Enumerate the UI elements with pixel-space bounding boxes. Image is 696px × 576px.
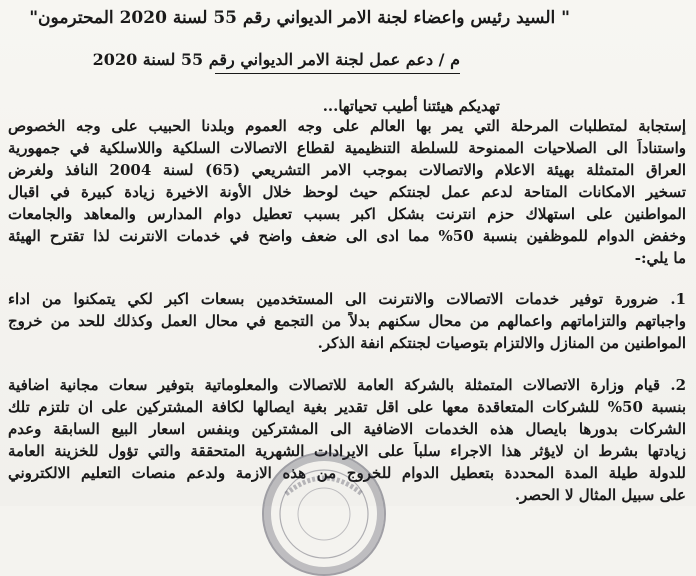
paragraph-line: إستجابة لمتطلبات المرحلة التي يمر بها العالم على وجه العموم وبلدنا الحبيب على وجه الخصوص	[8, 117, 686, 135]
paragraph-line: 1. ضرورة توفير خدمات الاتصالات والانترنت الى المستخدمين بسعات اكبر لكي يتمكنوا من اداء	[8, 290, 686, 308]
paragraph-line: زيادتها بشرط ان لايؤثر هذا الاجراء سلباً على الايرادات الشهرية المتحققة والتي تؤول للخزينة العامة	[8, 442, 686, 460]
paragraph-line: واجباتهم والتزاماتهم واعمالهم من محال سكنهم بدلاً من التجمع في محال العمل وكذلك للحد من خروج	[8, 312, 686, 330]
subject-underline	[215, 73, 460, 74]
paragraph-line: العراق المتمثلة بهيئة الاعلام والاتصالات بموجب الامر التشريعي (65) لسنة 2004 النافذ ولغرض	[8, 161, 686, 179]
paragraph-line: للدولة طيلة المدة المحددة بتعطيل الدوام للخروج من هذه الازمة ولدعم منصات التعليم الالكتروني	[8, 464, 686, 482]
salutation-heading: " السيد رئيس واعضاء لجنة الامر الديواني رقم 55 لسنة 2020 المحترمون"	[29, 8, 570, 28]
paragraph-line: 2. قيام وزارة الاتصالات المتمثلة بالشركة العامة للاتصالات والمعلوماتية بتوفير سعات مجانية اضافية	[8, 376, 686, 394]
subject-line: م / دعم عمل لجنة الامر الديواني رقم 55 لسنة 2020	[92, 50, 460, 69]
paragraph-line: المواطنين على استهلاك حزم انترنت بشكل اكبر بسبب تعطيل دوام المدارس والمعاهد والجامعات	[8, 205, 686, 223]
paragraph-line: تسخير الامكانات المتاحة لدعم عمل لجنتكم حيث لوحظ خلال الأونة الاخيرة زيادة كبيرة في اقبال	[8, 183, 686, 201]
paragraph-line: ما يلي:-	[634, 249, 686, 267]
paragraph-line: وخفض الدوام للموظفين بنسبة 50% مما ادى الى ضعف واضح في خدمات الانترنت لذا تقترح الهيئة	[8, 227, 686, 245]
seal-graphic	[264, 454, 384, 574]
official-seal-icon	[262, 452, 386, 576]
paragraph-line: بنسبة 50% للشركات المتعاقدة معها على اقل تقدير بغية ايصالها لكافة المشتركين على ان تلتزم تلك	[8, 398, 686, 416]
paragraph-line: الشركات بدورها بايصال هذه الخدمات الاضافية الى المشتركين وبنفس اسعار البيع السابقة وعدم	[8, 420, 686, 438]
paragraph-line: على سبيل المثال لا الحصر.	[514, 486, 686, 504]
paragraph-line: المواطنين من المنازل والالتزام بتوصيات لجنتكم انفة الذكر.	[317, 334, 686, 352]
paragraph-line: واستناداً الى الصلاحيات الممنوحة للسلطة التنظيمية لقطاع الاتصالات السلكية واللاسلكية في جمهورية	[8, 139, 686, 157]
greeting-line: تهديكم هيئتنا أطيب تحياتها...	[322, 97, 500, 115]
